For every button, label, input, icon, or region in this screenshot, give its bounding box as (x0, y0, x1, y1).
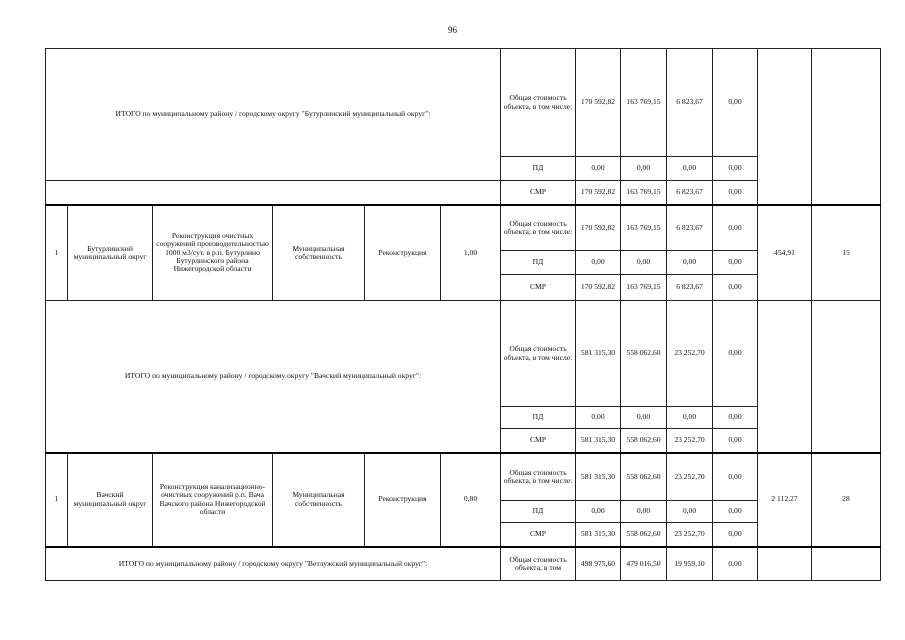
value-cell: 163 769,15 (621, 49, 667, 157)
value-cell: 23 252,70 (667, 523, 713, 547)
value-cell: 498 975,60 (576, 547, 621, 581)
value-cell: 0,00 (713, 181, 758, 205)
empty-cell (758, 49, 812, 205)
row-label: ПД (501, 251, 576, 275)
value-cell: 23 252,70 (667, 453, 713, 501)
investment-table (45, 48, 881, 581)
table-row (46, 301, 881, 407)
work-type: Реконструкция (365, 453, 441, 547)
count-cell: 28 (812, 453, 881, 547)
ownership: Муниципальная собственность (273, 453, 365, 547)
table-row (46, 205, 881, 251)
empty-cell (46, 181, 501, 205)
value-cell: 170 592,82 (576, 49, 621, 157)
value-cell: 0,00 (667, 251, 713, 275)
value-cell: 0,00 (667, 501, 713, 523)
value-cell: 558 062,60 (621, 453, 667, 501)
row-label: СМР (501, 429, 576, 453)
value-cell: 6 823,67 (667, 205, 713, 251)
value-cell: 0,00 (576, 501, 621, 523)
value-cell: 0,00 (713, 501, 758, 523)
value-cell: 163 769,15 (621, 275, 667, 301)
value-cell: 0,00 (713, 275, 758, 301)
value-cell: 0,00 (667, 157, 713, 181)
value-cell: 0,00 (621, 157, 667, 181)
value-cell: 0,00 (713, 407, 758, 429)
value-cell: 581 315,30 (576, 523, 621, 547)
value-cell: 6 823,67 (667, 275, 713, 301)
value-cell: 0,00 (621, 501, 667, 523)
empty-cell (812, 547, 881, 581)
page-number: 96 (448, 25, 457, 35)
total-label: ИТОГО по муниципальному району / городскому округу "Бутурлинский муниципальный округ": (46, 49, 501, 181)
value-cell: 163 769,15 (621, 205, 667, 251)
capacity-cell: 454,91 (758, 205, 812, 301)
value-cell: 0,00 (713, 205, 758, 251)
row-label: Общая стоимость объекта, в том числе: (501, 453, 576, 501)
value-cell: 170 592,82 (576, 181, 621, 205)
coefficient: 1,00 (441, 205, 501, 301)
value-cell: 558 062,60 (621, 301, 667, 407)
value-cell: 0,00 (713, 301, 758, 407)
value-cell: 6 823,67 (667, 49, 713, 157)
table-row (46, 49, 881, 157)
empty-cell (758, 301, 812, 453)
object-number: 1 (46, 205, 68, 301)
value-cell: 0,00 (713, 547, 758, 581)
value-cell: 581 315,30 (576, 453, 621, 501)
value-cell: 479 016,50 (621, 547, 667, 581)
value-cell: 0,00 (621, 407, 667, 429)
value-cell: 0,00 (713, 523, 758, 547)
work-type: Реконструкция (365, 205, 441, 301)
value-cell: 163 769,15 (621, 181, 667, 205)
table-row (46, 453, 881, 501)
district-name: Бутурлинский муниципальный округ (68, 205, 153, 301)
value-cell: 0,00 (667, 407, 713, 429)
coefficient: 0,80 (441, 453, 501, 547)
object-name: Реконструкция очистных сооружений производительностью 1000 м3/сут. в р.п. Бутурлино Бутурлинского района Нижегородской области (153, 205, 273, 301)
count-cell: 15 (812, 205, 881, 301)
row-label: ПД (501, 501, 576, 523)
value-cell: 0,00 (576, 251, 621, 275)
row-label: СМР (501, 275, 576, 301)
table-row (46, 547, 881, 581)
table-row (46, 181, 881, 205)
value-cell: 581 315,30 (576, 301, 621, 407)
row-label: Общая стоимость объекта, в том числе: (501, 205, 576, 251)
value-cell: 23 252,70 (667, 301, 713, 407)
object-number: 1 (46, 453, 68, 547)
total-label: ИТОГО по муниципальному району / городскому округу "Вачский муниципальный округ": (46, 301, 501, 453)
empty-cell (812, 49, 881, 205)
value-cell: 170 592,82 (576, 205, 621, 251)
value-cell: 558 062,60 (621, 429, 667, 453)
district-name: Вачский муниципальный округ (68, 453, 153, 547)
row-label: ПД (501, 407, 576, 429)
total-label: ИТОГО по муниципальному району / городскому округу "Ветлужский муниципальный округ": (46, 547, 501, 581)
row-label: Общая стоимость объекта, в том числе: (501, 301, 576, 407)
row-label: СМР (501, 181, 576, 205)
value-cell: 0,00 (713, 429, 758, 453)
object-name: Реконструкция канализационно-очистных сооружений р.п. Вача Вачского района Нижегородской области (153, 453, 273, 547)
row-label: СМР (501, 523, 576, 547)
value-cell: 0,00 (713, 49, 758, 157)
value-cell: 0,00 (713, 251, 758, 275)
row-label: Общая стоимость объекта, в том числе: (501, 49, 576, 157)
ownership: Муниципальная собственность (273, 205, 365, 301)
value-cell: 0,00 (576, 407, 621, 429)
value-cell: 0,00 (713, 453, 758, 501)
value-cell: 23 252,70 (667, 429, 713, 453)
empty-cell (758, 547, 812, 581)
value-cell: 0,00 (576, 157, 621, 181)
empty-cell (812, 301, 881, 453)
row-label: ПД (501, 157, 576, 181)
value-cell: 0,00 (713, 157, 758, 181)
value-cell: 558 062,60 (621, 523, 667, 547)
row-label: Общая стоимость объекта, в том (501, 547, 576, 581)
value-cell: 6 823,67 (667, 181, 713, 205)
value-cell: 19 959,10 (667, 547, 713, 581)
value-cell: 0,00 (621, 251, 667, 275)
value-cell: 581 315,30 (576, 429, 621, 453)
value-cell: 170 592,82 (576, 275, 621, 301)
capacity-cell: 2 112,27 (758, 453, 812, 547)
